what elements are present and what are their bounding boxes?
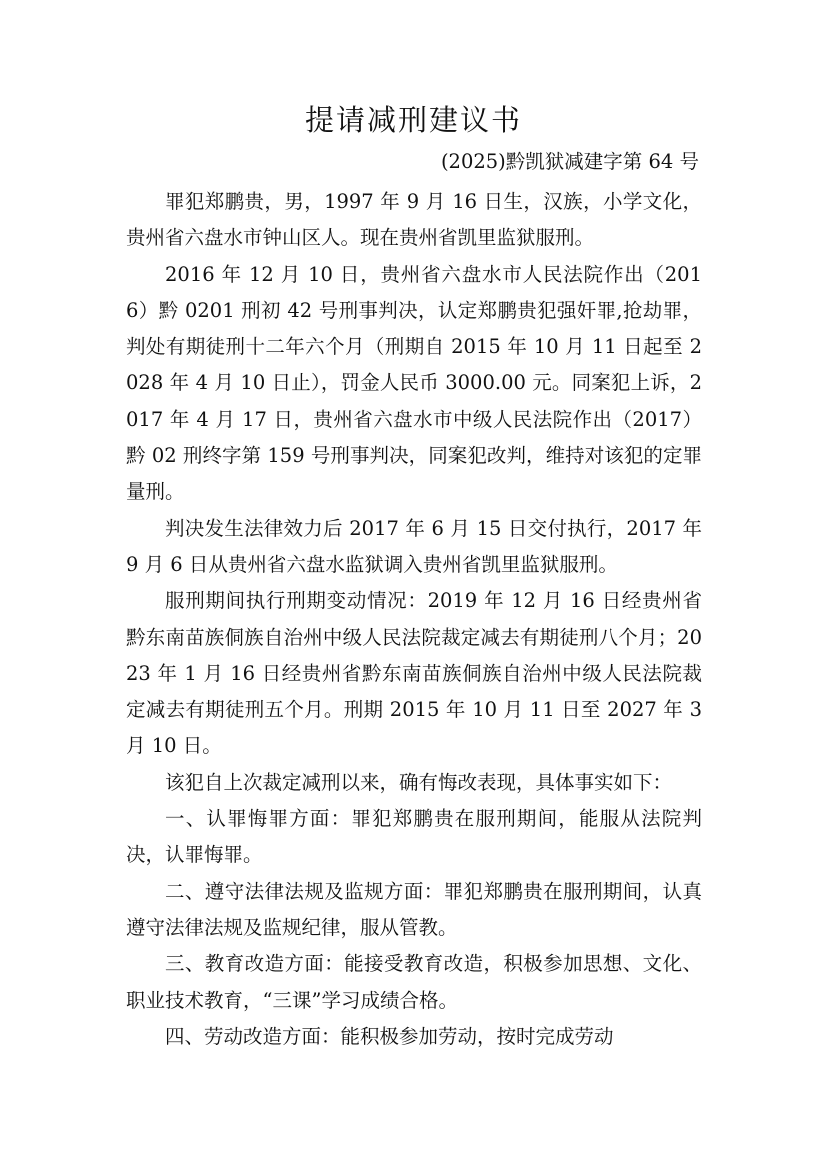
paragraph-personal-info: 罪犯郑鹏贵，男，1997 年 9 月 16 日生，汉族，小学文化，贵州省六盘水市钟山区人。现在贵州省凯里监狱服刑。 [126, 190, 702, 250]
paragraph-item-2: 二、遵守法律法规及监规方面：罪犯郑鹏贵在服刑期间，认真遵守法律法规及监规纪律，服从管教。 [126, 879, 702, 939]
paragraph-original-judgment: 2016 年 12 月 10 日，贵州省六盘水市人民法院作出（2016）黔 0201 刑初 42 号刑事判决，认定郑鹏贵犯强奸罪,抢劫罪，判处有期徒刑十二年六个月（刑期自 2015 年 10 月 11 日起至 2028 年 4 月 10 日止），罚金人民币 3000.00 元。同案犯上诉，2017 年 4 月 17 日，贵州省六盘水市中级人民法院作出（2017）黔 02 刑终字第 159 号刑事判决，同案犯改判，维持对该犯的定罪量刑。 [126, 262, 702, 504]
paragraph-item-3: 三、教育改造方面：能接受教育改造，积极参加思想、文化、职业技术教育，“三课”学习成绩合格。 [126, 952, 702, 1012]
paragraph-sentence-changes: 服刑期间执行刑期变动情况：2019 年 12 月 16 日经贵州省黔东南苗族侗族自治州中级人民法院裁定减去有期徒刑八个月；2023 年 1 月 16 日经贵州省黔东南苗族侗族自治州中级人民法院裁定减去有期徒刑五个月。刑期 2015 年 10 月 11 日至 2027 年 3 月 10 日。 [126, 589, 702, 758]
document-body [126, 184, 702, 1055]
paragraph-remorse-intro: 该犯自上次裁定减刑以来，确有悔改表现，具体事实如下： [165, 770, 673, 794]
document-title: 提请减刑建议书 [304, 103, 522, 137]
paragraph-item-4: 四、劳动改造方面：能积极参加劳动，按时完成劳动 [165, 1024, 614, 1048]
document-number: (2025)黔凯狱减建字第 64 号 [440, 150, 699, 173]
paragraph-item-1: 一、认罪悔罪方面：罪犯郑鹏贵在服刑期间，能服从法院判决，认罪悔罪。 [126, 807, 702, 867]
paragraph-execution: 判决发生法律效力后 2017 年 6 月 15 日交付执行，2017 年 9 月 6 日从贵州省六盘水监狱调入贵州省凯里监狱服刑。 [126, 516, 702, 576]
